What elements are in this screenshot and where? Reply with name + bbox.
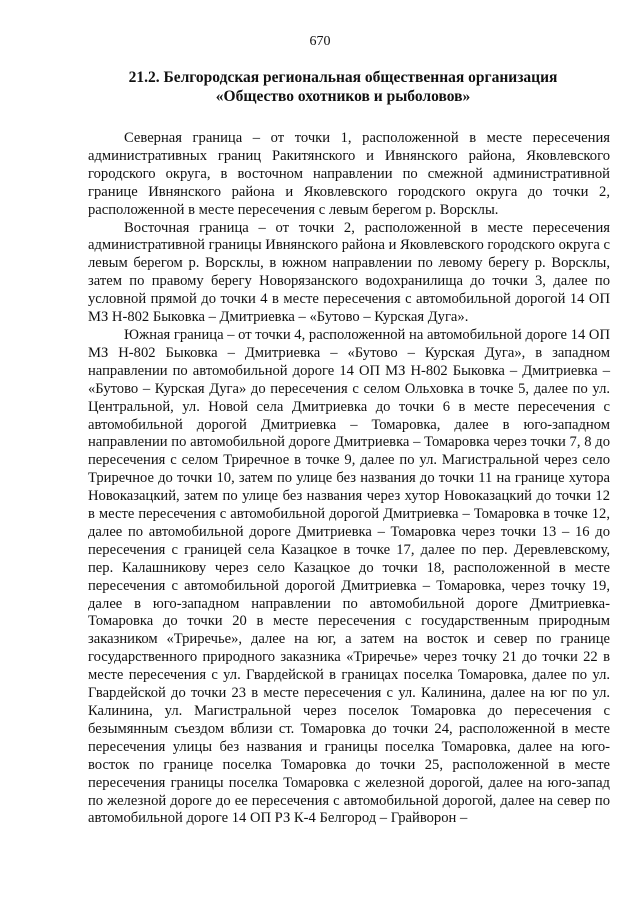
paragraph-south-boundary: Южная граница – от точки 4, расположенной на автомобильной дороге 14 ОП МЗ Н-802 Быковка – Дмитриевка – «Бутово – Курская Дуга», в западном направлении по автомобильной дороге 14 ОП МЗ Н-802 Быковка – Дмитриевка – «Бутово – Курская Дуга» до пересечения с селом Ольховка в точке 5, далее по ул. Центральной, ул. Новой села Дмитриевка до точки 6 в месте пересечения с автомобильной дорогой Дмитриевка – Томаровка, далее в юго-западном направлении по автомобильной дороге Дмитриевка – Томаровка через точки 7, 8 до пересечения с селом Триречное в точке 9, далее по ул. Магистральной через село Триречное до точки 10, затем по улице без названия до точки 11 на границе хутора Новоказацкий, затем по улице без названия через хутор Новоказацкий до точки 12 в месте пересечения с автомобильной дорогой Дмитриевка – Томаровка в точке 12, далее по автомобильной дороге Дмитриевка – Томаровка через точки 13 – 16 до пересечения с границей села Казацкое в точке 17, далее по пер. Деревлевскому, пер. Калашникову через село Казацкое до точки 18, расположенной в месте пересечения с автомобильной дорогой Дмитриевка – Томаровка, через точку 19, далее в юго-западном направлении по автомобильной дороге Дмитриевка-Томаровка до точки 20 в месте пересечения с государственным природным заказником «Триречье», далее на юг, а затем на восток и север по границе государственного природного заказника «Триречье» через точку 21 до точки 22 в месте пересечения с ул. Гвардейской в границах поселка Томаровка, далее по ул. Гвардейской до точки 23 в месте пересечения с ул. Калинина, далее на юг по ул. Калинина, ул. Магистральной через поселок Томаровка до пересечения с безымянным съездом вблизи ст. Томаровка до точки 24, расположенной в месте пересечения улицы без названия и границы поселка Томаровка, далее на юго-восток по границе поселка Томаровка до точки 25, расположенной в месте пересечения границы поселка Томаровка с железной дорогой, далее на юго-запад по железной дороге до ее пересечения с автомобильной дорогой, далее на север по автомобильной дороге 14 ОП РЗ К-4 Белгород – Грайворон – — [88, 326, 610, 827]
section-heading-line-2: «Общество охотников и рыболовов» — [215, 88, 471, 105]
document-body — [88, 130, 610, 828]
paragraph-east-boundary: Восточная граница – от точки 2, расположенной в месте пересечения административной границы Ивнянского района и Яковлевского городского округа с левым берегом р. Ворсклы, в южном направлении по левому берегу р. Ворсклы, затем по правому берегу Новорязанского водохранилища до точки 3, далее по условной прямой до точки 4 в месте пересечения с автомобильной дорогой 14 ОП МЗ Н-802 Быковка – Дмитриевка – «Бутово – Курская Дуга». — [88, 219, 610, 326]
paragraph-north-boundary: Северная граница – от точки 1, расположенной в месте пересечения административных границ Ракитянского и Ивнянского района, Яковлевского городского округа, в восточном направлении по смежной административной границе Ивнянского района и Яковлевского городского округа до точки 2, расположенной в месте пересечения с левым берегом р. Ворсклы. — [88, 130, 610, 218]
page-number: 670 — [309, 34, 331, 49]
section-heading-line-1: 21.2. Белгородская региональная общественная организация — [128, 69, 558, 86]
section-heading — [88, 68, 598, 106]
